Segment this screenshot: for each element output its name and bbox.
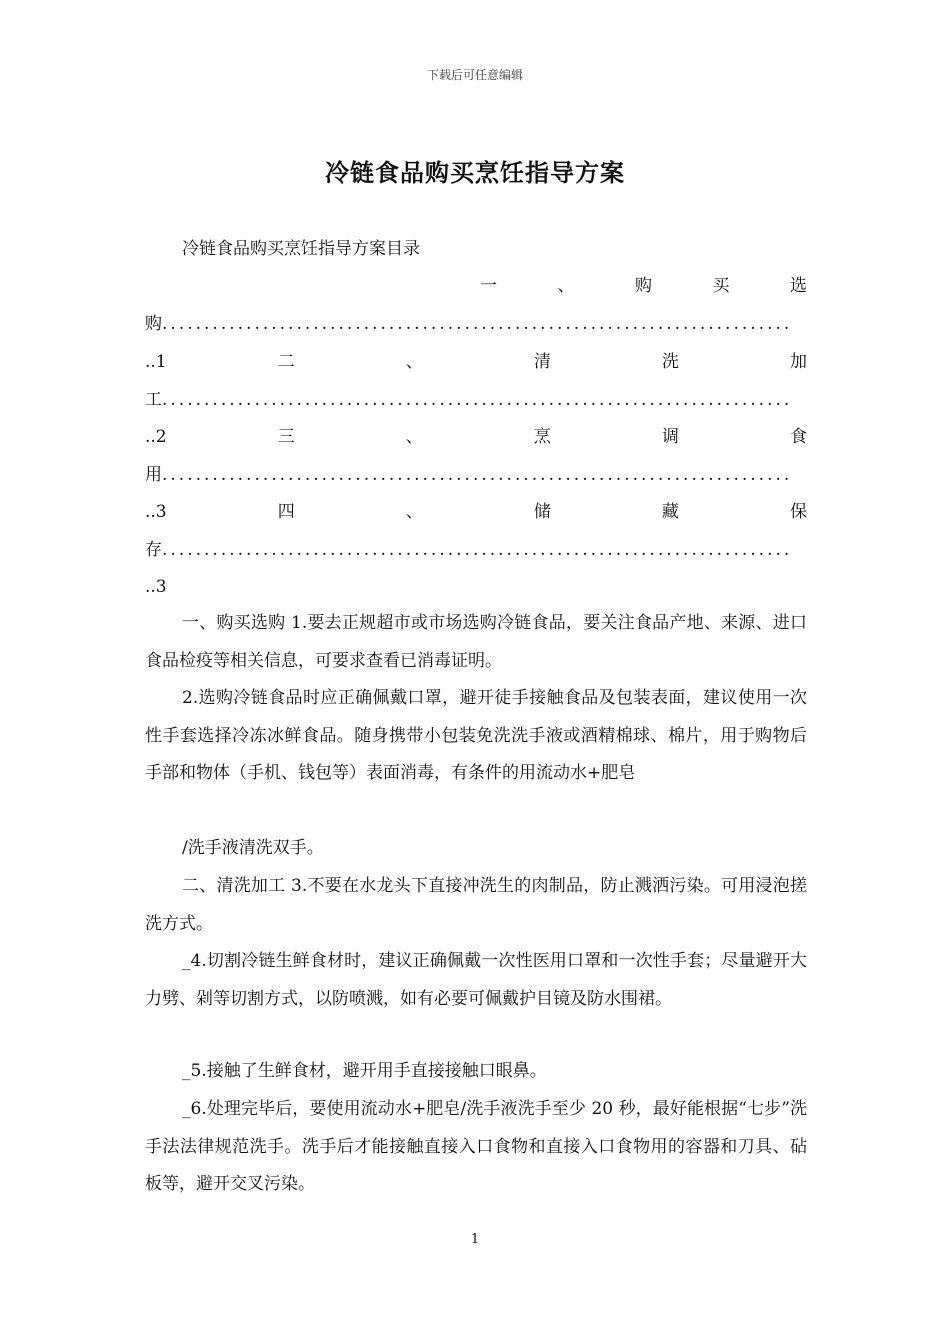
toc-heading: 冷链食品购买烹饪指导方案目录: [182, 239, 420, 259]
toc-char: 、: [405, 427, 423, 447]
toc-char: 一: [480, 276, 497, 296]
toc-entry-4-leader: [145, 532, 807, 569]
toc-char: 储: [533, 502, 551, 522]
toc-char: 用: [145, 465, 162, 485]
toc-page-ref: ..3: [145, 502, 167, 522]
toc-char: 存: [145, 540, 162, 560]
toc-char: 、: [405, 352, 423, 372]
toc-dot-leader: ...........................................................................: [162, 390, 793, 410]
toc-dot-leader: ...........................................................................: [162, 465, 793, 485]
paragraph-purchase-2: 2.选购冷链食品时应正确佩戴口罩，避开徒手接触食品及包装表面，建议使用一次性手套选择冷冻冰鲜食品。随身携带小包装免洗洗手液或酒精棉球、棉片，用于购物后手部和物体（手机、钱包等）表面消毒，有条件的用流动水+肥皂: [145, 688, 807, 783]
toc-char: 购: [145, 314, 162, 334]
toc-entry-4-heading: [145, 494, 807, 531]
toc-page-ref: ..1: [145, 352, 167, 372]
toc-char: 四: [277, 502, 295, 522]
toc-char: 洗: [661, 352, 679, 372]
document-title: 冷链食品购买烹饪指导方案: [325, 158, 625, 187]
paragraph-cleaning-4: _4.切割冷链生鲜食材时，建议正确佩戴一次性医用口罩和一次性手套；尽量避开大力劈、剁等切割方式，以防喷溅，如有必要可佩戴护目镜及防水围裙。: [145, 951, 807, 1009]
paragraph-cleaning-5: _5.接触了生鲜食材，避开用手直接接触口眼鼻。: [182, 1061, 547, 1081]
toc-char: 调: [661, 427, 679, 447]
toc-entry-1-heading: [145, 268, 807, 305]
toc-char: 保: [789, 502, 807, 522]
toc-char: 加: [789, 352, 807, 372]
toc-char: 藏: [661, 502, 679, 522]
toc-entry-2-heading: [145, 344, 807, 381]
toc-entry-2-leader: [145, 382, 807, 419]
toc-char: 选: [790, 276, 807, 296]
page-header: 下载后可任意编辑: [426, 68, 523, 82]
toc-dot-leader: ...........................................................................: [162, 314, 793, 334]
paragraph-purchase-2-cont: /洗手液清洗双手。: [182, 838, 324, 858]
toc-char: 清: [533, 352, 551, 372]
toc-char: 购: [635, 276, 652, 296]
toc-page-ref: ..2: [145, 427, 167, 447]
toc-char: 、: [557, 276, 575, 296]
toc-char: 二: [277, 352, 295, 372]
toc-entry-1-leader: [145, 306, 807, 343]
toc-char: 、: [405, 502, 423, 522]
toc-char: 买: [712, 276, 730, 296]
paragraph-purchase-1: 一、购买选购 1.要去正规超市或市场选购冷链食品，要关注食品产地、来源、进口食品检疫等相关信息，可要求查看已消毒证明。: [145, 613, 807, 671]
toc-char: 烹: [533, 427, 551, 447]
toc-char: 三: [277, 427, 295, 447]
toc-entry-3-heading: [145, 419, 807, 456]
toc-char: 工: [145, 390, 162, 410]
toc-dot-leader: ...........................................................................: [162, 540, 793, 560]
paragraph-cleaning-3: 二、清洗加工 3.不要在水龙头下直接冲洗生的肉制品，防止溅洒污染。可用浸泡搓洗方式。: [145, 876, 807, 934]
toc-final-page-ref: ..3: [145, 577, 167, 597]
paragraph-cleaning-6: _6.处理完毕后，要使用流动水+肥皂/洗手液洗手至少 20 秒，最好能根据“七步”洗手法法律规范洗手。洗手后才能接触直接入口食物和直接入口食物用的容器和刀具、砧板等，避开交叉污染。: [145, 1099, 807, 1194]
page-number: 1: [470, 1232, 480, 1247]
toc-entry-3-leader: [145, 457, 807, 494]
toc-char: 食: [789, 427, 807, 447]
